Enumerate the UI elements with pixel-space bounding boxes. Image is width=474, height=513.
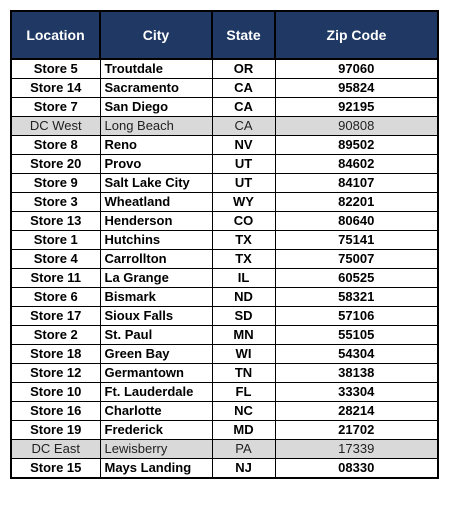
table-row	[11, 345, 438, 364]
location-cell: Store 14	[11, 79, 100, 98]
zip-code-cell: 75007	[275, 250, 438, 269]
location-cell: Store 9	[11, 174, 100, 193]
location-cell: Store 17	[11, 307, 100, 326]
zip-code-cell: 80640	[275, 212, 438, 231]
header-city: City	[100, 11, 212, 59]
zip-code-cell: 17339	[275, 440, 438, 459]
table-row	[11, 326, 438, 345]
city-cell: Frederick	[100, 421, 212, 440]
location-cell: Store 18	[11, 345, 100, 364]
city-cell: Green Bay	[100, 345, 212, 364]
state-cell: TX	[212, 231, 275, 250]
table-row	[11, 174, 438, 193]
table-row	[11, 383, 438, 402]
table-row	[11, 421, 438, 440]
zip-code-cell: 97060	[275, 59, 438, 79]
city-cell: Mays Landing	[100, 459, 212, 479]
city-cell: Henderson	[100, 212, 212, 231]
table-row	[11, 59, 438, 79]
store-locations-table	[10, 10, 439, 479]
location-cell: Store 10	[11, 383, 100, 402]
state-cell: UT	[212, 174, 275, 193]
table-header-row	[11, 11, 438, 59]
zip-code-cell: 55105	[275, 326, 438, 345]
zip-code-cell: 84107	[275, 174, 438, 193]
header-state: State	[212, 11, 275, 59]
state-cell: ND	[212, 288, 275, 307]
zip-code-cell: 82201	[275, 193, 438, 212]
state-cell: CO	[212, 212, 275, 231]
city-cell: Sacramento	[100, 79, 212, 98]
location-cell: Store 4	[11, 250, 100, 269]
table-row	[11, 193, 438, 212]
zip-code-cell: 60525	[275, 269, 438, 288]
zip-code-cell: 84602	[275, 155, 438, 174]
zip-code-cell: 90808	[275, 117, 438, 136]
city-cell: Troutdale	[100, 59, 212, 79]
state-cell: UT	[212, 155, 275, 174]
table-row	[11, 98, 438, 117]
location-cell: DC West	[11, 117, 100, 136]
location-cell: Store 12	[11, 364, 100, 383]
location-cell: Store 16	[11, 402, 100, 421]
location-cell: Store 20	[11, 155, 100, 174]
location-cell: Store 11	[11, 269, 100, 288]
location-cell: Store 2	[11, 326, 100, 345]
state-cell: NC	[212, 402, 275, 421]
state-cell: TN	[212, 364, 275, 383]
state-cell: OR	[212, 59, 275, 79]
city-cell: Sioux Falls	[100, 307, 212, 326]
location-cell: DC East	[11, 440, 100, 459]
table-body	[11, 59, 438, 478]
zip-code-cell: 58321	[275, 288, 438, 307]
state-cell: SD	[212, 307, 275, 326]
state-cell: FL	[212, 383, 275, 402]
city-cell: Carrollton	[100, 250, 212, 269]
table-row	[11, 155, 438, 174]
location-cell: Store 1	[11, 231, 100, 250]
table-row	[11, 440, 438, 459]
city-cell: Charlotte	[100, 402, 212, 421]
state-cell: WY	[212, 193, 275, 212]
zip-code-cell: 95824	[275, 79, 438, 98]
header-zip-code: Zip Code	[275, 11, 438, 59]
city-cell: Reno	[100, 136, 212, 155]
state-cell: WI	[212, 345, 275, 364]
city-cell: Salt Lake City	[100, 174, 212, 193]
zip-code-cell: 28214	[275, 402, 438, 421]
table-row	[11, 136, 438, 155]
city-cell: St. Paul	[100, 326, 212, 345]
state-cell: NV	[212, 136, 275, 155]
table-row	[11, 459, 438, 479]
state-cell: MN	[212, 326, 275, 345]
zip-code-cell: 21702	[275, 421, 438, 440]
location-cell: Store 6	[11, 288, 100, 307]
state-cell: TX	[212, 250, 275, 269]
location-cell: Store 5	[11, 59, 100, 79]
city-cell: Germantown	[100, 364, 212, 383]
header-location: Location	[11, 11, 100, 59]
zip-code-cell: 38138	[275, 364, 438, 383]
location-cell: Store 19	[11, 421, 100, 440]
state-cell: NJ	[212, 459, 275, 479]
table-row	[11, 212, 438, 231]
state-cell: PA	[212, 440, 275, 459]
zip-code-cell: 54304	[275, 345, 438, 364]
city-cell: Bismark	[100, 288, 212, 307]
table-row	[11, 250, 438, 269]
state-cell: CA	[212, 98, 275, 117]
location-cell: Store 8	[11, 136, 100, 155]
city-cell: Hutchins	[100, 231, 212, 250]
state-cell: IL	[212, 269, 275, 288]
location-cell: Store 13	[11, 212, 100, 231]
location-cell: Store 15	[11, 459, 100, 479]
city-cell: Provo	[100, 155, 212, 174]
zip-code-cell: 75141	[275, 231, 438, 250]
location-cell: Store 3	[11, 193, 100, 212]
zip-code-cell: 92195	[275, 98, 438, 117]
table-row	[11, 307, 438, 326]
table-row	[11, 288, 438, 307]
store-locations-table-wrapper	[10, 10, 439, 479]
table-row	[11, 79, 438, 98]
zip-code-cell: 57106	[275, 307, 438, 326]
table-row	[11, 402, 438, 421]
state-cell: MD	[212, 421, 275, 440]
city-cell: Ft. Lauderdale	[100, 383, 212, 402]
state-cell: CA	[212, 117, 275, 136]
city-cell: San Diego	[100, 98, 212, 117]
zip-code-cell: 89502	[275, 136, 438, 155]
zip-code-cell: 08330	[275, 459, 438, 479]
state-cell: CA	[212, 79, 275, 98]
table-row	[11, 117, 438, 136]
city-cell: Lewisberry	[100, 440, 212, 459]
table-row	[11, 364, 438, 383]
city-cell: Long Beach	[100, 117, 212, 136]
zip-code-cell: 33304	[275, 383, 438, 402]
table-row	[11, 231, 438, 250]
table-row	[11, 269, 438, 288]
city-cell: La Grange	[100, 269, 212, 288]
location-cell: Store 7	[11, 98, 100, 117]
city-cell: Wheatland	[100, 193, 212, 212]
